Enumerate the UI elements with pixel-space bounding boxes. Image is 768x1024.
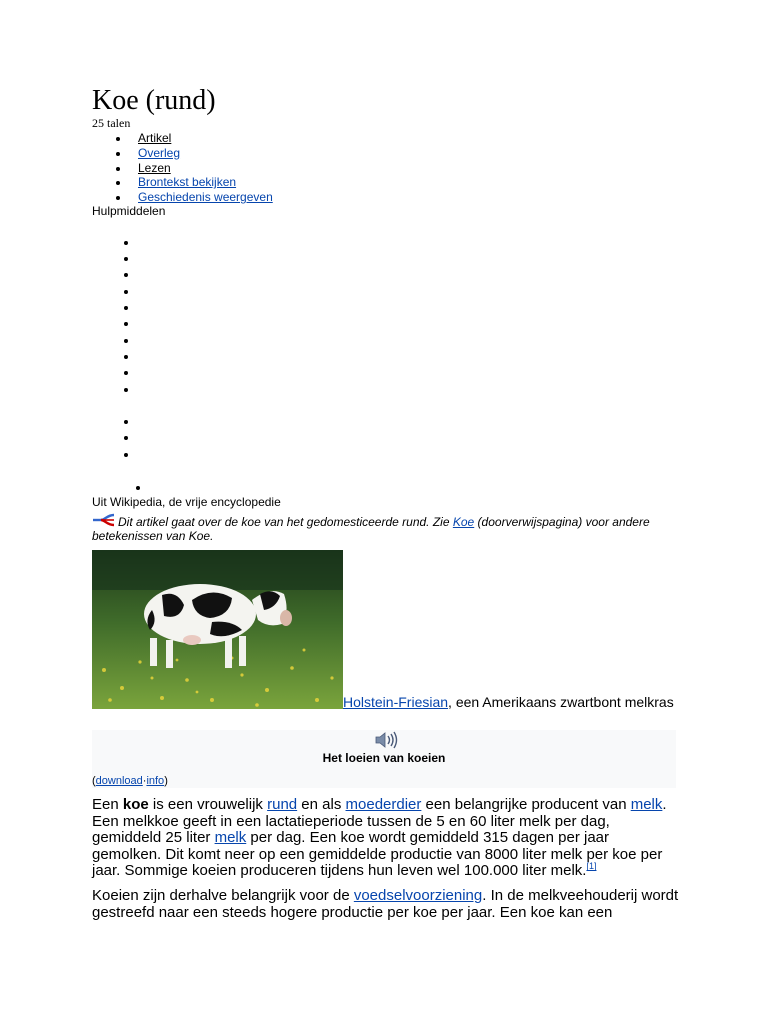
tools-menu-label[interactable]: Hulpmiddelen	[92, 204, 166, 218]
audio-player	[92, 730, 676, 788]
image-caption	[92, 694, 682, 711]
hatnote-link-koe[interactable]: Koe	[452, 515, 475, 529]
text: is een vrouwelijk	[148, 796, 268, 813]
tab-label[interactable]: Overleg	[138, 145, 181, 160]
page-title: Koe (rund)	[92, 85, 216, 116]
tools-list-bullet	[124, 420, 128, 424]
tab-label[interactable]: Geschiedenis weergeven	[138, 190, 273, 205]
tools-list-bullet	[124, 453, 128, 457]
text: . Een melkkoe geeft in een lactatieperiode tussen de 5 en 60 liter melk per dag, gemiddeld 25 liter	[92, 796, 667, 847]
hatnote-text: Dit artikel gaat over de koe van het gedomesticeerde rund. Zie	[118, 515, 453, 529]
audio-title: Het loeien van koeien	[322, 751, 446, 765]
link-moederdier[interactable]: moederdier	[345, 796, 422, 813]
paren: )	[164, 775, 168, 787]
tab-overleg[interactable]	[92, 146, 273, 161]
tab-brontekst-bekijken[interactable]	[92, 175, 273, 190]
tools-list-bullet	[124, 339, 128, 343]
text: per dag. Een koe wordt gemiddeld 315 dagen per jaar gemolken. Dit komt neer op een gemiddelde productie van 8000 liter melk per koe per jaar. Sommige koeien produceren tijdens hun leven wel 100.000 liter melk.	[92, 829, 663, 880]
tab-artikel[interactable]	[92, 131, 273, 146]
second-paragraph	[92, 888, 682, 922]
tools-list-bullet	[124, 306, 128, 310]
tools-list-bullet	[124, 273, 128, 277]
tab-label[interactable]: Lezen	[138, 160, 171, 175]
text: een belangrijke producent van	[421, 796, 631, 813]
link-rund[interactable]: rund	[267, 796, 298, 813]
audio-links	[92, 775, 168, 788]
audio-info-link[interactable]: info	[146, 775, 165, 787]
tools-list-bullet	[124, 388, 128, 392]
language-count[interactable]: 25 talen	[92, 116, 131, 130]
tools-list-bullet	[124, 436, 128, 440]
text: Koeien zijn derhalve belangrijk voor de	[92, 888, 354, 904]
tools-list-bullet	[124, 290, 128, 294]
text: en als	[297, 796, 346, 813]
tools-list-bullet	[124, 371, 128, 375]
term-koe: koe	[122, 796, 149, 813]
link-melk[interactable]: melk	[214, 829, 247, 847]
tools-list-bullet	[124, 322, 128, 326]
site-subtitle: Uit Wikipedia, de vrije encyclopedie	[92, 495, 281, 509]
link-voedselvoorziening[interactable]: voedselvoorziening	[353, 888, 483, 904]
tools-list-bullet	[124, 241, 128, 245]
tools-list-bullet	[124, 257, 128, 261]
audio-download-link[interactable]: download	[95, 775, 143, 787]
speaker-icon[interactable]	[374, 730, 398, 750]
hatnote-text: (doorverwijspagina) voor andere betekenissen van Koe.	[92, 515, 650, 543]
tools-list-bullet	[136, 486, 140, 490]
link-separator: ·	[142, 775, 147, 787]
tab-geschiedenis-weergeven[interactable]	[92, 190, 273, 205]
tab-lezen[interactable]	[92, 161, 273, 176]
disambiguation-icon	[92, 512, 116, 528]
reference-link[interactable]: [1]	[586, 861, 597, 872]
caption-link-holstein-friesian[interactable]: Holstein-Friesian	[343, 694, 449, 710]
cow-photo[interactable]	[92, 550, 343, 709]
intro-paragraph	[92, 797, 682, 880]
tools-list-bullet	[124, 355, 128, 359]
paren: (	[92, 775, 96, 787]
link-melk[interactable]: melk	[630, 796, 663, 813]
caption-text: , een Amerikaans zwartbont melkras	[448, 694, 674, 710]
tab-label[interactable]: Artikel	[138, 131, 172, 145]
text: . In de melkveehouderij wordt gestreefd naar een steeds hogere productie per koe per jaar. Een koe kan een	[92, 888, 679, 921]
hatnote	[92, 512, 682, 543]
tab-label[interactable]: Brontekst bekijken	[138, 175, 237, 190]
text: Een	[92, 796, 123, 813]
page-tabs	[92, 131, 273, 205]
